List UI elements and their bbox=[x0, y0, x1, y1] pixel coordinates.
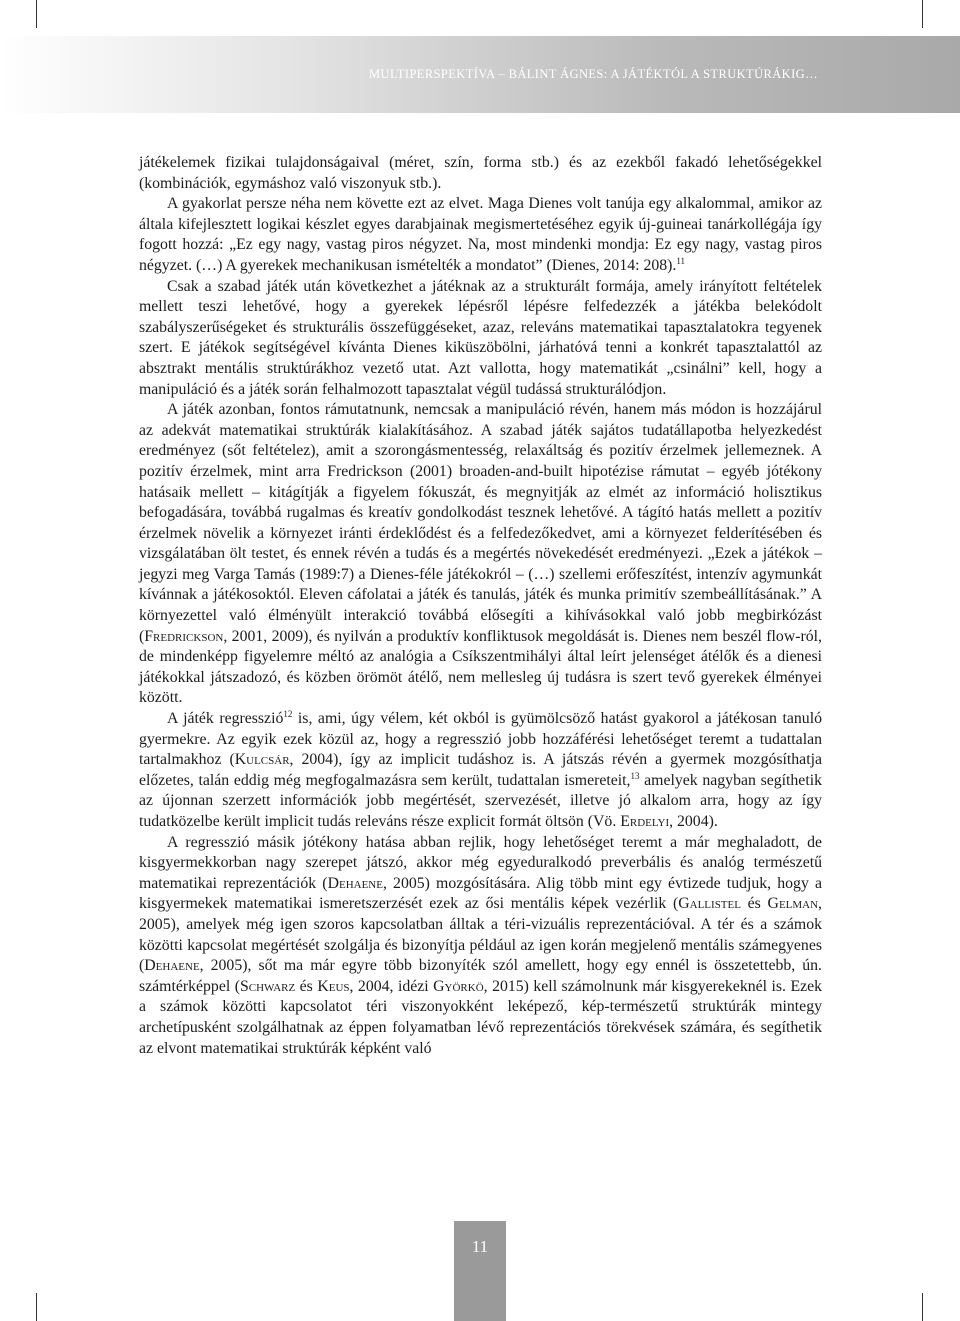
paragraph-3-text: Csak a szabad játék után következhet a játéknak az a strukturált formája, amely irányított feltételek mellett teszi lehetővé, hogy a gyerekek lépésről lépésre felfedezzék a játékba belekódolt szabályszerűségeket és strukturális összefüggéseket, azaz, releváns matematikai tapasztalatokra tegyenek szert. E játékok segítségével kívánta Dienes kiküszöbölni, járhatóvá tenni a konkrét tapasztalattól az absztrakt mentális struktúrákhoz vezető utat. Azt vallotta, hogy matematikát „csinálni” kell, hogy a manipuláció és a játék során felhalmozott tapasztalat végül tudássá strukturálódjon. bbox=[139, 277, 822, 398]
paragraph-6-text-g: , 2004, idézi bbox=[349, 977, 434, 995]
paragraph-5-text-e: , 2004). bbox=[669, 813, 718, 830]
paragraph-3 bbox=[139, 277, 822, 401]
citation-author: Erdelyi bbox=[620, 813, 670, 830]
footnote-ref-13: 13 bbox=[630, 770, 640, 781]
paragraph-5-text-c: , 2004), így az implicit tudáshoz is. A játszás révén a gyermek mozgósíthatja előzetes, talán eddig még megfogalmazásra sem került, tudattalan ismereteit, bbox=[139, 751, 822, 789]
crop-mark-bottom-left bbox=[36, 1293, 37, 1321]
paragraph-5-text-d: amelyek nagyban segíthetik az újonnan szerzett információk jobb megértését, szervezését, illetve jó alkalom arra, hogy az így tudatközelbe került implicit tudás releváns része explicit formát öltsön (Vö. bbox=[139, 771, 822, 830]
crop-mark-top-right bbox=[922, 0, 923, 28]
citation-author: Györkö bbox=[433, 977, 484, 995]
paragraph-2-text: A gyakorlat persze néha nem követte ezt az elvet. Maga Dienes volt tanúja egy alkalommal, amikor az általa kifejlesztett logikai készlet egyes darabjainak megismertetéséhez egyik új-guineai tanárkollégája így fogott hozzá: „Ez egy nagy, vastag piros négyzet. Na, most mindenki mondja: Ez egy nagy, vastag piros négyzet. (…) A gyerekek mechanikusan ismételték a mondatot” (Dienes, 2014: 208). bbox=[139, 195, 822, 274]
paragraph-6-text-a: A regresszió másik jótékony hatása abban rejlik, hogy lehetőséget teremt a már meghaladott, de kisgyermekkorban nagy szerepet játszó, akkor még egyeduralkodó preverbális és analóg természetű matematikai reprezentációk ( bbox=[139, 833, 822, 892]
crop-mark-bottom-right bbox=[922, 1293, 923, 1321]
footnote-ref-11: 11 bbox=[676, 255, 686, 266]
citation-author: Fredrickson bbox=[144, 627, 224, 645]
paragraph-6-text-b: , 2005) mozgósítására. Alig több mint egy évtizede tudjuk, hogy a kisgyermekek matematikai ismeretszerzését ezek az ősi mentális képek vezérlik ( bbox=[139, 874, 822, 913]
crop-mark-top-left bbox=[36, 0, 37, 28]
paragraph-6-text-e: , 2005), sőt ma már egyre több bizonyíték szól amellett, hogy egy ennél is összetettebb, ún. számtérképpel ( bbox=[139, 957, 822, 995]
paragraph-4 bbox=[139, 400, 822, 709]
paragraph-6 bbox=[139, 833, 822, 1060]
paragraph-2 bbox=[139, 194, 822, 276]
paragraph-5 bbox=[139, 709, 822, 833]
paragraph-4-text-b: , 2001, 2009), és nyilván a produktív konfliktusok megoldását is. Dienes nem beszél flow-ról, de mindenképp figyelemre méltó az analógia a Csíkszentmihályi által leírt jelenséget átélők és a dienesi játékokkal játszadozó, és közben örömöt átélő, nem mellesleg új tudásra is szert tevő gyerekek élményei között. bbox=[139, 627, 822, 707]
paragraph-4-text-a: A játék azonban, fontos rámutatnunk, nemcsak a manipuláció révén, hanem más módon is hozzájárul az adekvát matematikai struktúrák kialakításához. A szabad játék sajátos tudatállapotba helyezkedést eredményez (sőt feltételez), amit a szorongásmentesség, relaxáltság és pozitív érzelmek jellemeznek. A pozitív érzelmek, mint arra Fredrickson (2001) broaden-and-built hipotézise rámutat – egyéb jótékony hatásaik mellett – kitágítják a figyelem fókuszát, és megnyitják az elmét az információ holisztikus befogadására, továbbá rugalmas és kreatív gondolkodást tesznek lehetővé. A tágító hatás mellett a pozitív érzelmek növelik a környezet iránti érdeklődést és a felfedezőkedvet, ami a környezet felderítésében és vizsgálatában ölt testet, és ennek révén a tudás és a megértés növekedését eredményezi. „Ezek a játékok – jegyzi meg Varga Tamás (1989:7) a Dienes-féle játékokról – (…) szellemi erőfeszítést, intenzív agymunkát kívánnak a játékosoktól. Eleven cáfolatai a játék és tanulás, játék és munka primitív szembeállításának.” A környezettel való élményült interakció továbbá elősegíti a kihívásokkal való jobb megbirkózást ( bbox=[139, 401, 822, 645]
citation-author: Gallistel bbox=[678, 895, 741, 913]
paragraph-6-text-h: , 2015) kell számolnunk már kisgyerekeknél is. Ezek a számok közötti kapcsolatot téri viszonyokként leképező, kép-természetű struktúrák mintegy archetípusként szolgálhatnak az éppen folyamatban lévő reprezentációs törekvések számára, és segíthetik az elvont matematikai struktúrák képként való bbox=[139, 977, 823, 1057]
paragraph-6-text-f: és bbox=[295, 977, 318, 995]
citation-author: Dehaene bbox=[144, 957, 200, 975]
footnote-ref-12: 12 bbox=[283, 709, 293, 720]
article-body bbox=[139, 153, 822, 1059]
citation-author: Keus bbox=[317, 977, 350, 995]
page-number-tab bbox=[454, 1221, 506, 1321]
paragraph-5-text-a: A játék regresszió bbox=[167, 710, 284, 728]
paragraph-6-text-c: és bbox=[740, 895, 768, 913]
paragraph-5-text-b: is, ami, úgy vélem, két okból is gyümölcsöző hatást gyakorol a játékosan tanuló gyermekre. Az egyik ezek közül az, hogy a regresszió jobb hozzáférési lehetőséget teremt a tudattalan tartalmakhoz ( bbox=[139, 710, 822, 769]
citation-author: Schwarz bbox=[239, 977, 296, 995]
paragraph-1 bbox=[139, 153, 822, 194]
paragraph-1-text: játékelemek fizikai tulajdonságaival (méret, szín, forma stb.) és az ezekből fakadó lehetőségekkel (kombinációk, egymáshoz való viszonyuk stb.). bbox=[139, 154, 822, 192]
running-header-title: MULTIPERSPEKTÍVA – BÁLINT ÁGNES: A JÁTÉKTÓL A STRUKTÚRÁKIG… bbox=[369, 67, 818, 81]
citation-author: Gelman bbox=[767, 895, 819, 913]
citation-author: Dehaene bbox=[327, 874, 383, 892]
page-number: 11 bbox=[471, 1237, 489, 1256]
citation-author: Kulcsár bbox=[234, 751, 290, 769]
paragraph-6-text-d: , 2005), amelyek még igen szoros kapcsolatban álltak a téri-vizuális reprezentációval. A tér és a számok közötti kapcsolat megértését szolgálja és bizonyítja például az igen korán megjelenő mentális számegyenes ( bbox=[139, 895, 822, 975]
